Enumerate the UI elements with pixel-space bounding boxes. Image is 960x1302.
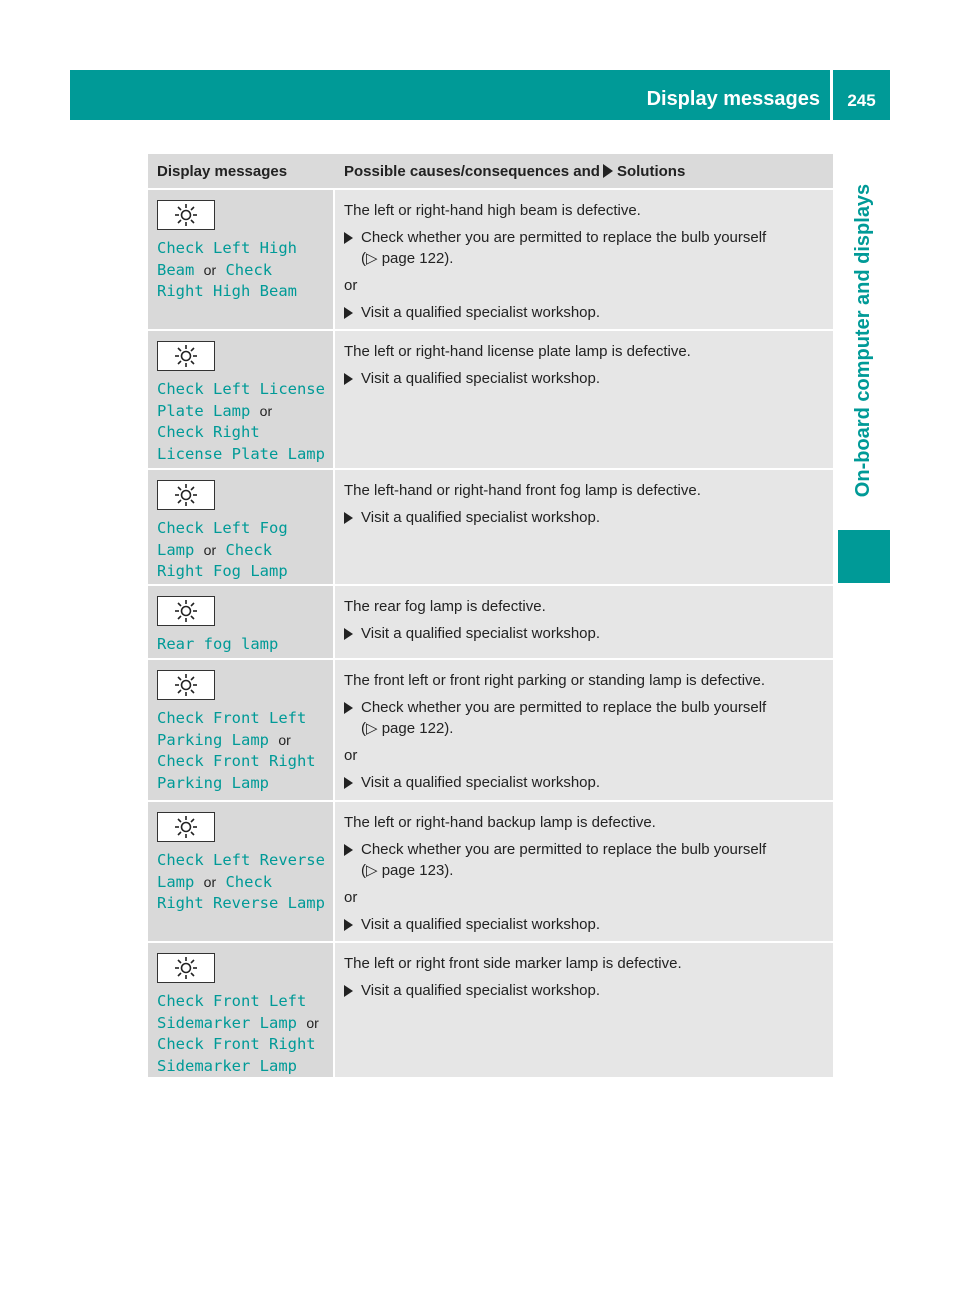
solution-step: Check whether you are permitted to replace the bulb yourself (▷ page 122). [344, 697, 829, 739]
arrow-right-icon [344, 302, 361, 323]
display-message: Check Left License Plate Lamp or Check Right License Plate Lamp [157, 380, 325, 463]
table-row [148, 586, 833, 660]
table-row [148, 660, 833, 802]
message-cell [148, 190, 335, 329]
table-row [148, 190, 833, 331]
arrow-right-icon [344, 914, 361, 935]
solution-cell [335, 943, 833, 1077]
display-message: Check Left Reverse Lamp or Check Right Reverse Lamp [157, 851, 325, 912]
page-number: 245 [847, 91, 876, 110]
column-header-causes: Possible causes/consequences and Solutions [344, 162, 686, 180]
bulb-warning-icon [157, 200, 215, 230]
solution-cell [335, 802, 833, 941]
page-reference: (▷ page 122). [361, 250, 454, 267]
solution-cell [335, 331, 833, 468]
arrow-right-icon [344, 772, 361, 793]
page-reference: (▷ page 122). [361, 720, 454, 737]
bulb-warning-icon [157, 953, 215, 983]
solution-step: Visit a qualified specialist workshop. [344, 368, 829, 389]
display-message: Rear fog lamp [157, 635, 279, 653]
arrow-right-icon [344, 227, 361, 269]
arrow-right-icon [603, 164, 613, 178]
page-ref-icon: ▷ [366, 720, 378, 737]
bulb-warning-icon [157, 480, 215, 510]
bulb-warning-icon [157, 670, 215, 700]
message-cell [148, 586, 335, 658]
arrow-right-icon [344, 697, 361, 739]
solution-step: Check whether you are permitted to replace the bulb yourself (▷ page 122). [344, 227, 829, 269]
solution-step: Check whether you are permitted to replace the bulb yourself (▷ page 123). [344, 839, 829, 881]
bulb-warning-icon [157, 341, 215, 371]
table-row [148, 943, 833, 1077]
arrow-right-icon [344, 980, 361, 1001]
section-title: Display messages [646, 88, 820, 110]
side-chapter-tab [838, 130, 890, 550]
or-text: or [344, 889, 358, 906]
cause-text: The front left or front right parking or standing lamp is defective. [344, 672, 766, 689]
solution-cell [335, 586, 833, 658]
table-row [148, 802, 833, 943]
page-header [70, 70, 890, 120]
solution-step: Visit a qualified specialist workshop. [344, 623, 829, 644]
table-header [148, 154, 833, 190]
cause-text: The rear fog lamp is defective. [344, 598, 546, 615]
page-reference: (▷ page 123). [361, 862, 454, 879]
display-message: Check Left Fog Lamp or Check Right Fog Lamp [157, 519, 288, 580]
or-text: or [344, 277, 358, 294]
solution-step: Visit a qualified specialist workshop. [344, 772, 829, 793]
solution-step: Visit a qualified specialist workshop. [344, 914, 829, 935]
column-header-messages: Display messages [157, 162, 288, 180]
arrow-right-icon [344, 839, 361, 881]
message-cell [148, 331, 335, 468]
message-cell [148, 943, 335, 1077]
display-message: Check Front Left Sidemarker Lamp or Check Front Right Sidemarker Lamp [157, 992, 319, 1075]
or-text: or [344, 747, 358, 764]
display-message: Check Left High Beam or Check Right High Beam [157, 239, 297, 300]
arrow-right-icon [344, 368, 361, 389]
solution-cell [335, 190, 833, 329]
table-row [148, 470, 833, 586]
solution-step: Visit a qualified specialist workshop. [344, 507, 829, 528]
cause-text: The left or right-hand license plate lamp is defective. [344, 343, 691, 360]
display-messages-table [148, 154, 833, 1077]
page-ref-icon: ▷ [366, 250, 378, 267]
display-message: Check Front Left Parking Lamp or Check Front Right Parking Lamp [157, 709, 316, 792]
arrow-right-icon [344, 507, 361, 528]
solution-step: Visit a qualified specialist workshop. [344, 302, 829, 323]
solution-cell [335, 660, 833, 800]
message-cell [148, 660, 335, 800]
bulb-warning-icon [157, 812, 215, 842]
message-cell [148, 470, 335, 584]
arrow-right-icon [344, 623, 361, 644]
cause-text: The left or right front side marker lamp is defective. [344, 955, 682, 972]
solution-step: Visit a qualified specialist workshop. [344, 980, 829, 1001]
table-row [148, 331, 833, 470]
cause-text: The left or right-hand high beam is defective. [344, 202, 641, 219]
side-tab-marker [838, 530, 890, 583]
chapter-label: On-board computer and displays [852, 183, 875, 497]
message-cell [148, 802, 335, 941]
cause-text: The left-hand or right-hand front fog lamp is defective. [344, 482, 701, 499]
cause-text: The left or right-hand backup lamp is defective. [344, 814, 656, 831]
solution-cell [335, 470, 833, 584]
page-ref-icon: ▷ [366, 862, 378, 879]
bulb-warning-icon [157, 596, 215, 626]
